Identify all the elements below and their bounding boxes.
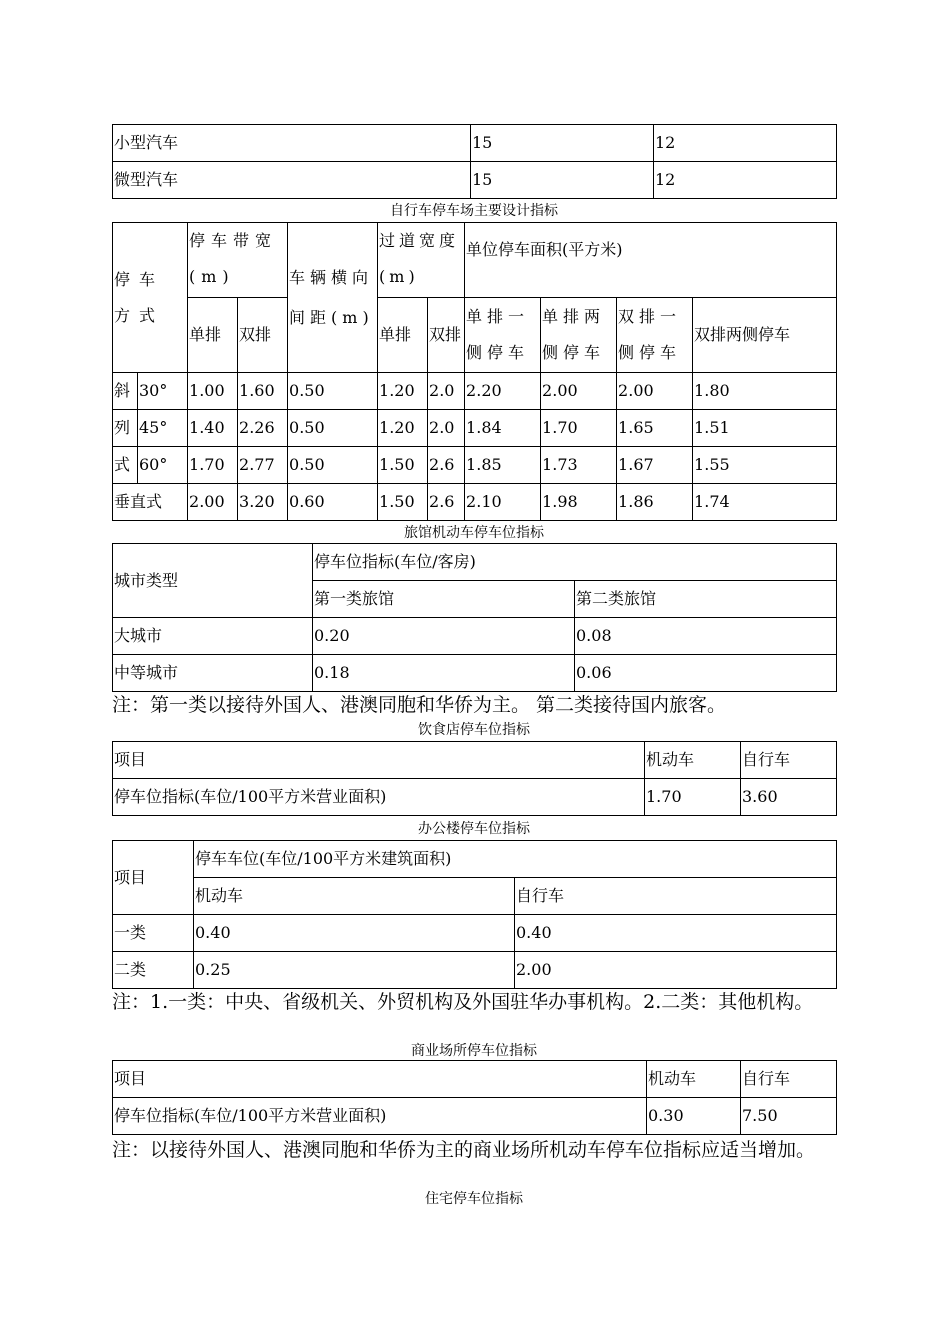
table-cell: 0.30 <box>647 1098 741 1135</box>
table-cell: 2.0 <box>428 410 465 447</box>
table-cell: 1.73 <box>541 447 617 484</box>
table-cell: 0.08 <box>575 618 837 655</box>
table-row <box>113 447 837 484</box>
table-cell: 1.74 <box>693 484 837 521</box>
motor-header: 机动车 <box>645 742 741 779</box>
table-cell: 0.06 <box>575 655 837 692</box>
commercial-table-caption: 商业场所停车位指标 <box>411 1043 537 1059</box>
table-cell: 0.40 <box>515 915 837 952</box>
table-cell: 12 <box>654 125 837 162</box>
mode-header <box>113 223 188 373</box>
bike-header: 自行车 <box>515 878 837 915</box>
table-cell: 0.40 <box>194 915 515 952</box>
aisle-header: 过道宽度(m) <box>378 223 465 298</box>
table-cell: 2.10 <box>465 484 541 521</box>
city-type-header: 城市类型 <box>113 544 313 618</box>
table-row <box>113 655 837 692</box>
table-header-row <box>113 298 837 373</box>
aisle-single-header: 单排 <box>378 298 428 373</box>
table-cell: 0.50 <box>288 410 378 447</box>
table-cell: 0.25 <box>194 952 515 989</box>
residential-table-caption: 住宅停车位指标 <box>425 1191 523 1207</box>
table-cell: 1.50 <box>378 447 428 484</box>
restaurant-table-caption: 饮食店停车位指标 <box>418 722 530 738</box>
table-cell: 1.98 <box>541 484 617 521</box>
table-row <box>113 125 837 162</box>
bicycle-table-caption: 自行车停车场主要设计指标 <box>390 203 558 219</box>
table-cell: 2.26 <box>238 410 288 447</box>
band-width-header: 停车带宽(m) <box>188 223 288 298</box>
angle-cell: 垂直式 <box>113 484 188 521</box>
table-cell: 3.60 <box>741 779 837 816</box>
table-cell: 1.20 <box>378 373 428 410</box>
area-col-2-header: 单排两侧停车 <box>541 298 617 373</box>
table-cell: 2.00 <box>617 373 693 410</box>
table-cell: 2.00 <box>515 952 837 989</box>
table-cell: 1.60 <box>238 373 288 410</box>
angle-cell: 60° <box>138 447 188 484</box>
table-header-row <box>113 223 837 298</box>
office-table-caption: 办公楼停车位指标 <box>418 821 530 837</box>
table-row <box>113 779 837 816</box>
table-cell: 15 <box>471 162 654 199</box>
table-cell: 1.20 <box>378 410 428 447</box>
table-cell: 2.6 <box>428 447 465 484</box>
double-header: 双排 <box>238 298 288 373</box>
index-header: 停车位指标(车位/客房) <box>313 544 837 581</box>
group-label-cell: 列 <box>113 410 138 447</box>
table-cell: 3.20 <box>238 484 288 521</box>
table-cell: 1.51 <box>693 410 837 447</box>
table-cell: 0.50 <box>288 373 378 410</box>
table-cell: 1.00 <box>188 373 238 410</box>
table-cell: 中等城市 <box>113 655 313 692</box>
area-col-4-header: 双排两侧停车 <box>693 298 837 373</box>
table-cell: 12 <box>654 162 837 199</box>
table-cell: 大城市 <box>113 618 313 655</box>
table-cell: 1.55 <box>693 447 837 484</box>
angle-cell: 30° <box>138 373 188 410</box>
table-row <box>113 373 837 410</box>
category-1-header: 第一类旅馆 <box>313 581 575 618</box>
table-cell: 1.40 <box>188 410 238 447</box>
table-cell: 0.50 <box>288 447 378 484</box>
table-cell: 2.0 <box>428 373 465 410</box>
table-cell: 2.77 <box>238 447 288 484</box>
table-cell: 1.65 <box>617 410 693 447</box>
category-2-header: 第二类旅馆 <box>575 581 837 618</box>
aisle-double-header: 双排 <box>428 298 465 373</box>
bicycle-table <box>112 222 837 521</box>
spacing-header: 车辆横向间距(m) <box>288 223 378 373</box>
table-cell: 1.86 <box>617 484 693 521</box>
table-header-row <box>113 841 837 878</box>
table-cell: 1.70 <box>541 410 617 447</box>
table-cell: 2.20 <box>465 373 541 410</box>
vehicle-table <box>112 124 837 199</box>
table-row <box>113 952 837 989</box>
group-label-cell: 斜 <box>113 373 138 410</box>
commercial-table <box>112 1060 837 1135</box>
table-row <box>113 1098 837 1135</box>
table-cell: 微型汽车 <box>113 162 471 199</box>
table-cell: 2.6 <box>428 484 465 521</box>
table-row <box>113 410 837 447</box>
motor-header: 机动车 <box>194 878 515 915</box>
item-header: 项目 <box>113 1061 647 1098</box>
table-header-row <box>113 1061 837 1098</box>
table-cell: 停车位指标(车位/100平方米营业面积) <box>113 779 645 816</box>
table-cell: 0.60 <box>288 484 378 521</box>
table-row <box>113 484 837 521</box>
table-cell: 2.00 <box>188 484 238 521</box>
table-cell: 二类 <box>113 952 194 989</box>
table-cell: 0.20 <box>313 618 575 655</box>
table-header-row <box>113 742 837 779</box>
table-cell: 小型汽车 <box>113 125 471 162</box>
table-cell: 1.85 <box>465 447 541 484</box>
table-cell: 1.67 <box>617 447 693 484</box>
spaces-header: 停车车位(车位/100平方米建筑面积) <box>194 841 837 878</box>
group-label-cell: 式 <box>113 447 138 484</box>
table-header-row <box>113 544 837 581</box>
angle-cell: 45° <box>138 410 188 447</box>
table-cell: 15 <box>471 125 654 162</box>
table-cell: 0.18 <box>313 655 575 692</box>
table-cell: 2.00 <box>541 373 617 410</box>
table-cell: 停车位指标(车位/100平方米营业面积) <box>113 1098 647 1135</box>
table-cell: 1.70 <box>188 447 238 484</box>
table-cell: 一类 <box>113 915 194 952</box>
single-header: 单排 <box>188 298 238 373</box>
item-header: 项目 <box>113 841 194 915</box>
table-row <box>113 915 837 952</box>
bike-header: 自行车 <box>741 1061 837 1098</box>
unit-area-header: 单位停车面积(平方米) <box>465 223 837 298</box>
table-cell: 7.50 <box>741 1098 837 1135</box>
hotel-table <box>112 543 837 692</box>
restaurant-table <box>112 741 837 816</box>
table-cell: 1.70 <box>645 779 741 816</box>
area-col-3-header: 双排一侧停车 <box>617 298 693 373</box>
table-header-row <box>113 878 837 915</box>
item-header: 项目 <box>113 742 645 779</box>
office-note: 注：1.一类：中央、省级机关、外贸机构及外国驻华办事机构。2.二类：其他机构。 <box>112 991 814 1013</box>
table-cell: 1.84 <box>465 410 541 447</box>
hotel-table-caption: 旅馆机动车停车位指标 <box>404 525 544 541</box>
table-cell: 1.50 <box>378 484 428 521</box>
table-row <box>113 162 837 199</box>
table-row <box>113 618 837 655</box>
office-table <box>112 840 837 989</box>
area-col-1-header: 单排一侧停车 <box>465 298 541 373</box>
table-cell: 1.80 <box>693 373 837 410</box>
hotel-note: 注：第一类以接待外国人、港澳同胞和华侨为主。 第二类接待国内旅客。 <box>112 694 727 716</box>
bike-header: 自行车 <box>741 742 837 779</box>
commercial-note: 注：以接待外国人、港澳同胞和华侨为主的商业场所机动车停车位指标应适当增加。 <box>112 1139 816 1161</box>
motor-header: 机动车 <box>647 1061 741 1098</box>
mode-header-text: 停车方式 <box>114 269 165 325</box>
